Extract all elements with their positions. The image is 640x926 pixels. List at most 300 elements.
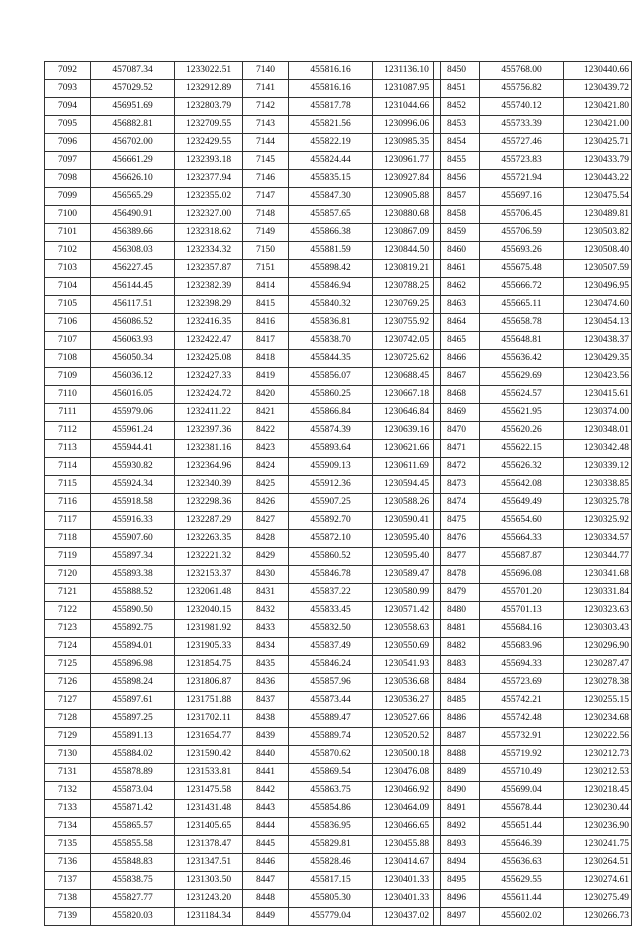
table-row <box>243 278 441 296</box>
y-coordinate-cell: 1230466.92 <box>373 782 441 800</box>
table-row <box>434 746 632 764</box>
table-row <box>45 134 243 152</box>
table-row <box>45 800 243 818</box>
point-number-cell: 8458 <box>434 206 480 224</box>
point-number-cell: 8416 <box>243 314 289 332</box>
x-coordinate-cell: 457087.34 <box>91 62 175 80</box>
point-number-cell: 7115 <box>45 476 91 494</box>
table-row <box>243 602 441 620</box>
x-coordinate-cell: 457029.52 <box>91 80 175 98</box>
y-coordinate-cell: 1230819.21 <box>373 260 441 278</box>
point-number-cell: 8443 <box>243 800 289 818</box>
x-coordinate-cell: 455719.92 <box>480 746 564 764</box>
y-coordinate-cell: 1230508.40 <box>564 242 632 260</box>
table-row <box>243 638 441 656</box>
y-coordinate-cell: 1230595.40 <box>373 548 441 566</box>
point-number-cell: 8431 <box>243 584 289 602</box>
table-row <box>45 314 243 332</box>
point-number-cell: 8440 <box>243 746 289 764</box>
x-coordinate-cell: 455821.56 <box>289 116 373 134</box>
x-coordinate-cell: 455837.49 <box>289 638 373 656</box>
y-coordinate-cell: 1230414.67 <box>373 854 441 872</box>
table-row <box>434 386 632 404</box>
x-coordinate-cell: 455629.55 <box>480 872 564 890</box>
x-coordinate-cell: 455654.60 <box>480 512 564 530</box>
x-coordinate-cell: 455827.77 <box>91 890 175 908</box>
x-coordinate-cell: 455838.70 <box>289 332 373 350</box>
x-coordinate-cell: 456117.51 <box>91 296 175 314</box>
x-coordinate-cell: 455871.42 <box>91 800 175 818</box>
y-coordinate-cell: 1232061.48 <box>175 584 243 602</box>
table-row <box>45 692 243 710</box>
x-coordinate-cell: 455872.10 <box>289 530 373 548</box>
point-number-cell: 7134 <box>45 818 91 836</box>
table-row <box>434 602 632 620</box>
table-row <box>45 494 243 512</box>
y-coordinate-cell: 1230927.84 <box>373 170 441 188</box>
table-row <box>243 314 441 332</box>
point-number-cell: 8434 <box>243 638 289 656</box>
x-coordinate-cell: 455820.03 <box>91 908 175 926</box>
table-row <box>434 296 632 314</box>
y-coordinate-cell: 1230594.45 <box>373 476 441 494</box>
table-row <box>243 188 441 206</box>
point-number-cell: 7137 <box>45 872 91 890</box>
point-number-cell: 8482 <box>434 638 480 656</box>
point-number-cell: 8476 <box>434 530 480 548</box>
point-number-cell: 8480 <box>434 602 480 620</box>
table-row <box>434 170 632 188</box>
y-coordinate-cell: 1230507.59 <box>564 260 632 278</box>
y-coordinate-cell: 1230438.37 <box>564 332 632 350</box>
point-number-cell: 7146 <box>243 170 289 188</box>
y-coordinate-cell: 1230401.33 <box>373 872 441 890</box>
table-row <box>45 818 243 836</box>
y-coordinate-cell: 1230466.65 <box>373 818 441 836</box>
table-row <box>243 296 441 314</box>
y-coordinate-cell: 1230278.38 <box>564 674 632 692</box>
point-number-cell: 8453 <box>434 116 480 134</box>
point-number-cell: 7109 <box>45 368 91 386</box>
x-coordinate-cell: 455912.36 <box>289 476 373 494</box>
point-number-cell: 8474 <box>434 494 480 512</box>
y-coordinate-cell: 1230425.71 <box>564 134 632 152</box>
table-row <box>434 206 632 224</box>
y-coordinate-cell: 1230742.05 <box>373 332 441 350</box>
x-coordinate-cell: 455836.95 <box>289 818 373 836</box>
point-number-cell: 7125 <box>45 656 91 674</box>
table-row <box>243 116 441 134</box>
x-coordinate-cell: 455874.39 <box>289 422 373 440</box>
point-number-cell: 8422 <box>243 422 289 440</box>
x-coordinate-cell: 455857.96 <box>289 674 373 692</box>
x-coordinate-cell: 455721.94 <box>480 170 564 188</box>
table-row <box>45 764 243 782</box>
table-row <box>434 836 632 854</box>
y-coordinate-cell: 1230344.77 <box>564 548 632 566</box>
y-coordinate-cell: 1230234.68 <box>564 710 632 728</box>
table-row <box>434 314 632 332</box>
table-row <box>45 782 243 800</box>
y-coordinate-cell: 1232298.36 <box>175 494 243 512</box>
x-coordinate-cell: 455664.33 <box>480 530 564 548</box>
table-row <box>434 674 632 692</box>
point-number-cell: 8461 <box>434 260 480 278</box>
table-row <box>434 422 632 440</box>
table-row <box>243 854 441 872</box>
y-coordinate-cell: 1230212.53 <box>564 764 632 782</box>
x-coordinate-cell: 455642.08 <box>480 476 564 494</box>
point-number-cell: 8441 <box>243 764 289 782</box>
point-number-cell: 8472 <box>434 458 480 476</box>
x-coordinate-cell: 455817.78 <box>289 98 373 116</box>
point-number-cell: 8433 <box>243 620 289 638</box>
table-row <box>243 458 441 476</box>
point-number-cell: 8471 <box>434 440 480 458</box>
y-coordinate-cell: 1230455.88 <box>373 836 441 854</box>
x-coordinate-cell: 455846.24 <box>289 656 373 674</box>
x-coordinate-cell: 455863.75 <box>289 782 373 800</box>
y-coordinate-cell: 1232422.47 <box>175 332 243 350</box>
table-row <box>243 728 441 746</box>
table-row <box>434 566 632 584</box>
point-number-cell: 8447 <box>243 872 289 890</box>
point-number-cell: 8478 <box>434 566 480 584</box>
point-number-cell: 8466 <box>434 350 480 368</box>
point-number-cell: 8469 <box>434 404 480 422</box>
point-number-cell: 7114 <box>45 458 91 476</box>
table-row <box>45 152 243 170</box>
x-coordinate-cell: 456036.12 <box>91 368 175 386</box>
x-coordinate-cell: 455894.01 <box>91 638 175 656</box>
table-row <box>243 908 441 926</box>
point-number-cell: 8420 <box>243 386 289 404</box>
point-number-cell: 8465 <box>434 332 480 350</box>
x-coordinate-cell: 455846.94 <box>289 278 373 296</box>
x-coordinate-cell: 455779.04 <box>289 908 373 926</box>
y-coordinate-cell: 1230496.95 <box>564 278 632 296</box>
point-number-cell: 8442 <box>243 782 289 800</box>
point-number-cell: 8414 <box>243 278 289 296</box>
x-coordinate-cell: 455624.57 <box>480 386 564 404</box>
point-number-cell: 8452 <box>434 98 480 116</box>
point-number-cell: 8448 <box>243 890 289 908</box>
point-number-cell: 7116 <box>45 494 91 512</box>
table-row <box>45 854 243 872</box>
x-coordinate-cell: 455683.96 <box>480 638 564 656</box>
point-number-cell: 7148 <box>243 206 289 224</box>
y-coordinate-cell: 1232377.94 <box>175 170 243 188</box>
y-coordinate-cell: 1230985.35 <box>373 134 441 152</box>
point-number-cell: 8491 <box>434 800 480 818</box>
y-coordinate-cell: 1230590.41 <box>373 512 441 530</box>
x-coordinate-cell: 455621.95 <box>480 404 564 422</box>
point-number-cell: 7099 <box>45 188 91 206</box>
x-coordinate-cell: 455930.82 <box>91 458 175 476</box>
x-coordinate-cell: 455873.44 <box>289 692 373 710</box>
y-coordinate-cell: 1231905.33 <box>175 638 243 656</box>
y-coordinate-cell: 1230844.50 <box>373 242 441 260</box>
y-coordinate-cell: 1230880.68 <box>373 206 441 224</box>
y-coordinate-cell: 1232327.00 <box>175 206 243 224</box>
point-number-cell: 7123 <box>45 620 91 638</box>
point-number-cell: 8459 <box>434 224 480 242</box>
point-number-cell: 8421 <box>243 404 289 422</box>
y-coordinate-cell: 1232287.29 <box>175 512 243 530</box>
x-coordinate-cell: 456308.03 <box>91 242 175 260</box>
point-number-cell: 7131 <box>45 764 91 782</box>
y-coordinate-cell: 1232340.39 <box>175 476 243 494</box>
y-coordinate-cell: 1230255.15 <box>564 692 632 710</box>
table-row <box>243 170 441 188</box>
table-row <box>434 710 632 728</box>
point-number-cell: 8462 <box>434 278 480 296</box>
table-row <box>45 476 243 494</box>
table-row <box>243 710 441 728</box>
y-coordinate-cell: 1230325.78 <box>564 494 632 512</box>
point-number-cell: 8463 <box>434 296 480 314</box>
point-number-cell: 8455 <box>434 152 480 170</box>
point-number-cell: 7135 <box>45 836 91 854</box>
point-number-cell: 7132 <box>45 782 91 800</box>
x-coordinate-cell: 456050.34 <box>91 350 175 368</box>
table-row <box>45 170 243 188</box>
table-row <box>434 332 632 350</box>
table-row <box>45 242 243 260</box>
point-number-cell: 7122 <box>45 602 91 620</box>
table-row <box>434 278 632 296</box>
y-coordinate-cell: 1230961.77 <box>373 152 441 170</box>
x-coordinate-cell: 456063.93 <box>91 332 175 350</box>
x-coordinate-cell: 455893.64 <box>289 440 373 458</box>
point-number-cell: 7106 <box>45 314 91 332</box>
y-coordinate-cell: 1232425.08 <box>175 350 243 368</box>
x-coordinate-cell: 456016.05 <box>91 386 175 404</box>
y-coordinate-cell: 1232709.55 <box>175 116 243 134</box>
x-coordinate-cell: 455837.22 <box>289 584 373 602</box>
point-number-cell: 8419 <box>243 368 289 386</box>
table-row <box>243 242 441 260</box>
table-row <box>243 494 441 512</box>
y-coordinate-cell: 1231347.51 <box>175 854 243 872</box>
table-row <box>45 728 243 746</box>
x-coordinate-cell: 455893.38 <box>91 566 175 584</box>
y-coordinate-cell: 1230421.80 <box>564 98 632 116</box>
y-coordinate-cell: 1230331.84 <box>564 584 632 602</box>
y-coordinate-cell: 1230580.99 <box>373 584 441 602</box>
table-row <box>45 332 243 350</box>
x-coordinate-cell: 455696.08 <box>480 566 564 584</box>
y-coordinate-cell: 1231475.58 <box>175 782 243 800</box>
x-coordinate-cell: 455732.91 <box>480 728 564 746</box>
y-coordinate-cell: 1230236.90 <box>564 818 632 836</box>
table-row <box>243 386 441 404</box>
x-coordinate-cell: 455892.75 <box>91 620 175 638</box>
y-coordinate-cell: 1230621.66 <box>373 440 441 458</box>
y-coordinate-cell: 1232411.22 <box>175 404 243 422</box>
y-coordinate-cell: 1230755.92 <box>373 314 441 332</box>
y-coordinate-cell: 1232355.02 <box>175 188 243 206</box>
y-coordinate-cell: 1231184.34 <box>175 908 243 926</box>
table-row <box>243 566 441 584</box>
point-number-cell: 8467 <box>434 368 480 386</box>
y-coordinate-cell: 1230275.49 <box>564 890 632 908</box>
y-coordinate-cell: 1230342.48 <box>564 440 632 458</box>
y-coordinate-cell: 1230905.88 <box>373 188 441 206</box>
point-number-cell: 7142 <box>243 98 289 116</box>
y-coordinate-cell: 1230274.61 <box>564 872 632 890</box>
point-number-cell: 8456 <box>434 170 480 188</box>
table-row <box>45 368 243 386</box>
point-number-cell: 7111 <box>45 404 91 422</box>
y-coordinate-cell: 1230688.45 <box>373 368 441 386</box>
x-coordinate-cell: 455889.47 <box>289 710 373 728</box>
point-number-cell: 8415 <box>243 296 289 314</box>
point-number-cell: 8486 <box>434 710 480 728</box>
y-coordinate-cell: 1230474.60 <box>564 296 632 314</box>
point-number-cell: 7105 <box>45 296 91 314</box>
x-coordinate-cell: 455848.83 <box>91 854 175 872</box>
y-coordinate-cell: 1230401.33 <box>373 890 441 908</box>
y-coordinate-cell: 1230296.90 <box>564 638 632 656</box>
point-number-cell: 8444 <box>243 818 289 836</box>
point-number-cell: 8451 <box>434 80 480 98</box>
point-number-cell: 8475 <box>434 512 480 530</box>
point-number-cell: 7130 <box>45 746 91 764</box>
x-coordinate-cell: 455836.81 <box>289 314 373 332</box>
y-coordinate-cell: 1231806.87 <box>175 674 243 692</box>
table-row <box>434 440 632 458</box>
table-row <box>45 638 243 656</box>
point-number-cell: 7098 <box>45 170 91 188</box>
table-row <box>434 224 632 242</box>
x-coordinate-cell: 455620.26 <box>480 422 564 440</box>
x-coordinate-cell: 455860.25 <box>289 386 373 404</box>
y-coordinate-cell: 1233022.51 <box>175 62 243 80</box>
point-number-cell: 8470 <box>434 422 480 440</box>
table-row <box>243 782 441 800</box>
y-coordinate-cell: 1231303.50 <box>175 872 243 890</box>
y-coordinate-cell: 1232040.15 <box>175 602 243 620</box>
table-row <box>434 368 632 386</box>
table-row <box>243 206 441 224</box>
x-coordinate-cell: 455835.15 <box>289 170 373 188</box>
x-coordinate-cell: 455840.32 <box>289 296 373 314</box>
table-row <box>434 782 632 800</box>
x-coordinate-cell: 455847.30 <box>289 188 373 206</box>
table-row <box>434 152 632 170</box>
x-coordinate-cell: 455860.52 <box>289 548 373 566</box>
point-number-cell: 8437 <box>243 692 289 710</box>
point-number-cell: 7143 <box>243 116 289 134</box>
x-coordinate-cell: 455622.15 <box>480 440 564 458</box>
y-coordinate-cell: 1232912.89 <box>175 80 243 98</box>
x-coordinate-cell: 456389.66 <box>91 224 175 242</box>
y-coordinate-cell: 1232397.36 <box>175 422 243 440</box>
x-coordinate-cell: 455701.13 <box>480 602 564 620</box>
x-coordinate-cell: 456565.29 <box>91 188 175 206</box>
table-row <box>45 908 243 926</box>
x-coordinate-cell: 455961.24 <box>91 422 175 440</box>
point-number-cell: 8489 <box>434 764 480 782</box>
point-number-cell: 7097 <box>45 152 91 170</box>
x-coordinate-cell: 456661.29 <box>91 152 175 170</box>
coordinate-table-2 <box>242 61 441 926</box>
table-row <box>45 836 243 854</box>
x-coordinate-cell: 455866.38 <box>289 224 373 242</box>
x-coordinate-cell: 455822.19 <box>289 134 373 152</box>
x-coordinate-cell: 455916.33 <box>91 512 175 530</box>
x-coordinate-cell: 455828.46 <box>289 854 373 872</box>
point-number-cell: 7141 <box>243 80 289 98</box>
x-coordinate-cell: 456490.91 <box>91 206 175 224</box>
x-coordinate-cell: 455907.25 <box>289 494 373 512</box>
y-coordinate-cell: 1230867.09 <box>373 224 441 242</box>
y-coordinate-cell: 1230266.73 <box>564 908 632 926</box>
x-coordinate-cell: 455816.16 <box>289 62 373 80</box>
y-coordinate-cell: 1231590.42 <box>175 746 243 764</box>
table-row <box>243 440 441 458</box>
y-coordinate-cell: 1232416.35 <box>175 314 243 332</box>
x-coordinate-cell: 456702.00 <box>91 134 175 152</box>
y-coordinate-cell: 1230595.40 <box>373 530 441 548</box>
y-coordinate-cell: 1230454.13 <box>564 314 632 332</box>
x-coordinate-cell: 455889.74 <box>289 728 373 746</box>
x-coordinate-cell: 455909.13 <box>289 458 373 476</box>
x-coordinate-cell: 455854.86 <box>289 800 373 818</box>
table-row <box>45 710 243 728</box>
table-row <box>45 188 243 206</box>
y-coordinate-cell: 1230348.01 <box>564 422 632 440</box>
point-number-cell: 7107 <box>45 332 91 350</box>
point-number-cell: 7139 <box>45 908 91 926</box>
x-coordinate-cell: 455742.21 <box>480 692 564 710</box>
x-coordinate-cell: 455897.25 <box>91 710 175 728</box>
table-row <box>434 188 632 206</box>
point-number-cell: 8445 <box>243 836 289 854</box>
y-coordinate-cell: 1231533.81 <box>175 764 243 782</box>
point-number-cell: 7150 <box>243 242 289 260</box>
x-coordinate-cell: 455833.45 <box>289 602 373 620</box>
x-coordinate-cell: 455838.75 <box>91 872 175 890</box>
table-row <box>243 80 441 98</box>
y-coordinate-cell: 1230476.08 <box>373 764 441 782</box>
table-row <box>434 656 632 674</box>
y-coordinate-cell: 1230558.63 <box>373 620 441 638</box>
x-coordinate-cell: 455805.30 <box>289 890 373 908</box>
x-coordinate-cell: 455768.00 <box>480 62 564 80</box>
table-row <box>45 224 243 242</box>
x-coordinate-cell: 455666.72 <box>480 278 564 296</box>
table-row <box>434 728 632 746</box>
y-coordinate-cell: 1230325.92 <box>564 512 632 530</box>
point-number-cell: 7126 <box>45 674 91 692</box>
x-coordinate-cell: 456086.52 <box>91 314 175 332</box>
table-row <box>45 440 243 458</box>
x-coordinate-cell: 455723.83 <box>480 152 564 170</box>
point-number-cell: 8496 <box>434 890 480 908</box>
table-row <box>434 692 632 710</box>
y-coordinate-cell: 1231854.75 <box>175 656 243 674</box>
table-row <box>434 638 632 656</box>
x-coordinate-cell: 455898.24 <box>91 674 175 692</box>
x-coordinate-cell: 455817.15 <box>289 872 373 890</box>
y-coordinate-cell: 1230339.12 <box>564 458 632 476</box>
y-coordinate-cell: 1230218.45 <box>564 782 632 800</box>
x-coordinate-cell: 455710.49 <box>480 764 564 782</box>
y-coordinate-cell: 1230536.27 <box>373 692 441 710</box>
point-number-cell: 7128 <box>45 710 91 728</box>
